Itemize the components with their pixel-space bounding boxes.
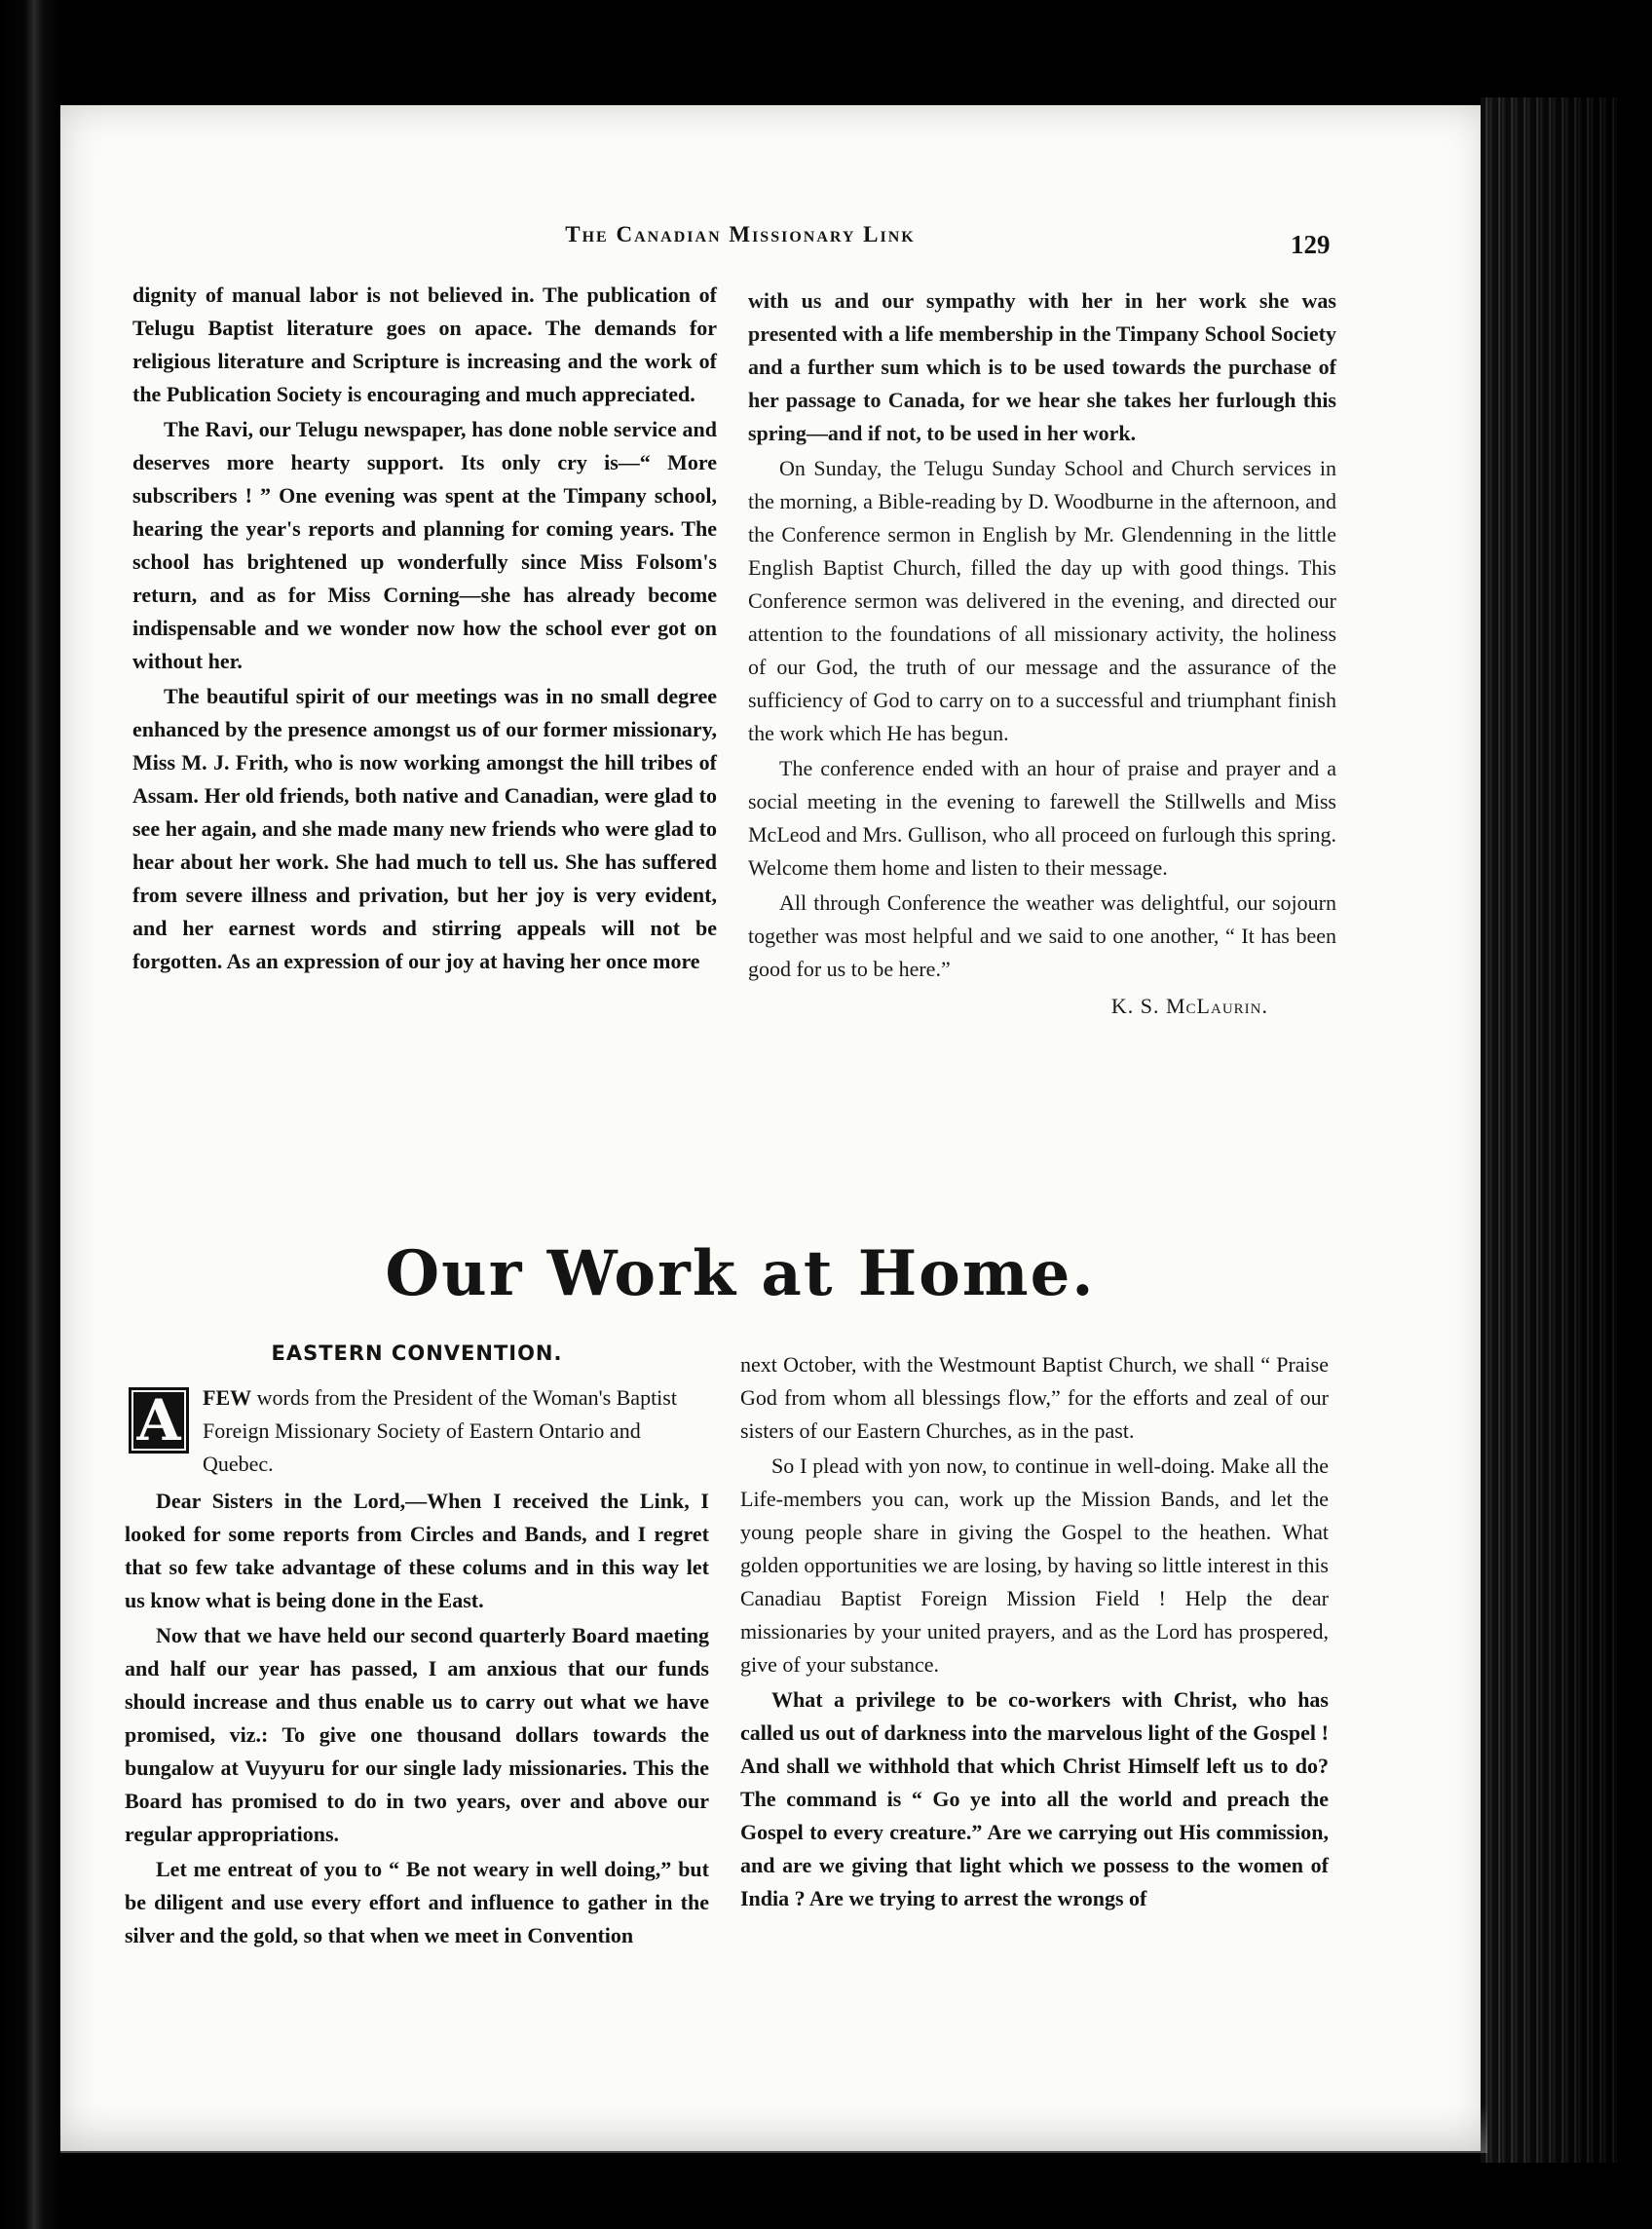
paragraph: with us and our sympathy with her in her work she was presented with a life membership in the Timpany School Society and a further sum which is to be used towards the purchase of her passage to Canada, for we hear she takes her furlough this spring—and if not, to be used in her work. — [748, 288, 1336, 445]
running-title: The Canadian Missionary Link — [565, 222, 916, 246]
upper-right-column — [748, 284, 1336, 1023]
paragraph: On Sunday, the Telugu Sunday School and Church services in the morning, a Bible-reading by D. Woodburne in the afternoon, and the Conference sermon in English by Mr. Glendenning in the little English Baptist Church, filled the day up with good things. This Conference sermon was delivered in the evening, and directed our attention to the foundations of all missionary activity, the holiness of our God, the truth of our message and the assurance of the sufficiency of God to carry on to a successful and triumphant finish the work which He has begun. — [748, 456, 1336, 745]
intro-block — [125, 1381, 709, 1481]
lower-left-column — [125, 1337, 709, 1954]
paragraph: Now that we have held our second quarterly Board maeting and half our year has passed, I am anxious that our funds should increase and thus enable us to carry out what we have promised, viz.: To give one thousand dollars towards the bungalow at Vuyyuru for our single lady missionaries. This the Board has promised to do in two years, over and above our regular appropriations. — [125, 1623, 709, 1846]
paragraph: The beautiful spirit of our meetings was in no small degree enhanced by the presence amongst us of our former missionary, Miss M. J. Frith, who is now working amongst the hill tribes of Assam. Her old friends, both native and Canadian, were glad to see her again, and she made many new friends who were glad to hear about her work. She had much to tell us. She has suffered from severe illness and privation, but her joy is very evident, and her earnest words and stirring appeals will not be forgotten. As an expression of our joy at having her once more — [132, 684, 717, 973]
page-bottom-shading — [60, 2104, 1487, 2153]
paragraph: The Ravi, our Telugu newspaper, has done noble service and deserves more hearty support. Its only cry is—“ More subscribers ! ” One evening was spent at the Timpany school, hearing the year's reports and planning for coming years. The school has brightened up wonderfully since Miss Folsom's return, and as for Miss Corning—she has already become indispensable and we wonder now how the school ever got on without her. — [132, 417, 717, 673]
upper-left-column — [132, 279, 717, 980]
paragraph: next October, with the Westmount Baptist Church, we shall “ Praise God from whom all blessings flow,” for the efforts and zeal of our sisters of our Eastern Churches, as in the past. — [740, 1352, 1329, 1443]
intro-text — [203, 1381, 709, 1481]
intro-first-word: FEW — [203, 1385, 252, 1410]
drop-cap: A — [129, 1387, 189, 1454]
paragraph: The conference ended with an hour of praise and prayer and a social meeting in the evening to farewell the Stillwells and Miss McLeod and Mrs. Gullison, who all proceed on furlough this spring. Welcome them home and listen to their message. — [748, 756, 1336, 880]
paragraph: What a privilege to be co-workers with Christ, who has called us out of darkness into the marvelous light of the Gospel ! And shall we withhold that which Christ Himself left us to do? The command is “ Go ye into all the world and preach the Gospel to every creature.” Are we carrying out His commission, and are we giving that light which we possess to the women of India ? Are we trying to arrest the wrongs of — [740, 1687, 1329, 1910]
paragraph: So I plead with yon now, to continue in well-doing. Make all the Life-members you can, work up the Mission Bands, and let the young people share in giving the Gospel to the heathen. What golden opportunities we are losing, by having so little interest in this Canadiau Baptist Foreign Mission Field ! Help the dear missionaries by your united prayers, and as the Lord has prospered, give of your substance. — [740, 1454, 1329, 1677]
paragraph: Let me entreat of you to “ Be not weary in well doing,” but be diligent and use every effort and influence to gather in the silver and the gold, so that when we meet in Convention — [125, 1857, 709, 1947]
page-number: 129 — [1291, 230, 1331, 259]
paragraph: Dear Sisters in the Lord,—When I received the Link, I looked for some reports from Circles and Bands, and I regret that so few take advantage of these colums and in this way let us know what is being done in the East. — [125, 1489, 709, 1612]
paragraph: dignity of manual labor is not believed in. The publication of Telugu Baptist literature goes on apace. The demands for religious literature and Scripture is increasing and the work of the Publication Society is encouraging and much appreciated. — [132, 283, 717, 406]
subheading: EASTERN CONVENTION. — [271, 1341, 563, 1365]
scan-left-edge — [0, 0, 62, 2229]
signature: K. S. McLaurin. — [1110, 994, 1268, 1018]
lower-right-column — [740, 1348, 1329, 1917]
paragraph: All through Conference the weather was delightful, our sojourn together was most helpful and we said to one another, “ It has been good for us to be here.” — [748, 890, 1336, 981]
book-page-edges — [1481, 97, 1617, 2163]
intro-rest: words from the President of the Woman's Baptist Foreign Missionary Society of Eastern Ontario and Quebec. — [203, 1385, 677, 1476]
section-title: Our Work at Home. — [385, 1237, 1096, 1310]
